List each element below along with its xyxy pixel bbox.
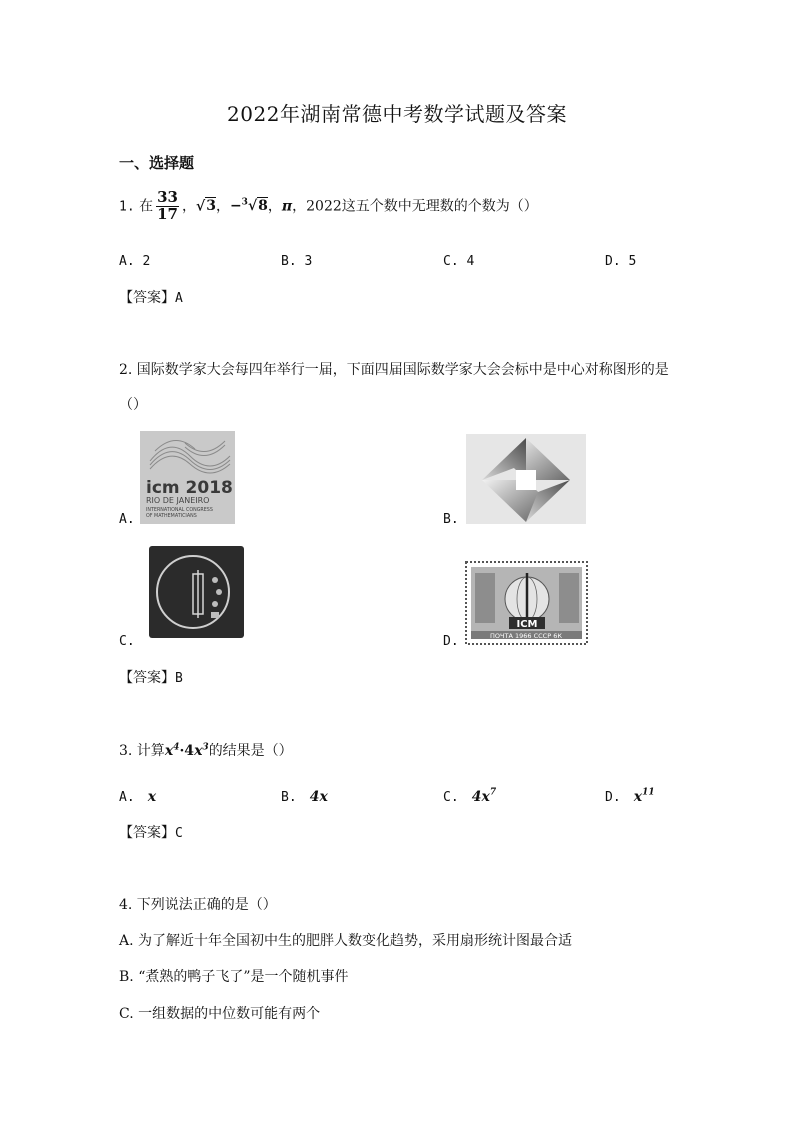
icm-1966-stamp (465, 561, 588, 645)
q3-option-a (119, 786, 156, 805)
page-title: 2022年湖南常德中考数学试题及答案 (227, 102, 567, 126)
q1-cbrt8: −$^3$√8 (229, 197, 268, 215)
q3-answer (119, 822, 183, 842)
q1-fraction-numerator: 33 (157, 188, 178, 206)
question-1 (119, 190, 538, 223)
icm-2018-logo-line2: OF MATHEMATICIANS (146, 514, 197, 519)
icm-2018-logo-text: icm 2018 (146, 478, 233, 498)
q3-expr-base1: x (164, 743, 174, 759)
q2-option-c-image (149, 546, 244, 638)
crescent-emblem-logo (149, 546, 244, 638)
q4-stem: 4. 下列说法正确的是（） (119, 897, 277, 913)
q3-answer-value: C (175, 826, 183, 841)
q3-expr-exp2: 3 (202, 742, 209, 753)
q2-answer-value: B (175, 671, 183, 686)
icm-2018-logo-line1: INTERNATIONAL CONGRESS (146, 508, 213, 513)
q2-stem-line1: 2. 国际数学家大会每四年举行一届，下面四届国际数学家大会会标中是中心对称图形的是 (119, 362, 669, 378)
q3-option-d-label: D. (605, 790, 621, 805)
q2-option-b-label: B. (443, 512, 459, 527)
q3-expr-base2: x (194, 743, 203, 759)
q1-pi: π (281, 198, 293, 215)
q1-fraction-denominator: 17 (157, 204, 178, 223)
q3-option-d (605, 786, 655, 805)
q1-neg-sign: − (229, 198, 242, 215)
q1-sep2: ， (215, 198, 230, 215)
q3-option-d-exp: 11 (642, 787, 655, 798)
q3-expr-op: ·4 (179, 743, 195, 759)
q2-option-a-label: A. (119, 512, 135, 527)
q4-option-c: C. 一组数据的中位数可能有两个 (119, 1006, 321, 1022)
q1-answer (119, 287, 183, 307)
q2-option-c-label: C. (119, 634, 135, 649)
icm-1966-stamp-icm: ICM (516, 619, 538, 630)
q2-option-a-image (140, 431, 235, 524)
q1-sqrt3: √3 (195, 198, 216, 215)
q1-fraction (156, 190, 179, 223)
q3-option-a-label: A. (119, 790, 135, 805)
q1-option-c: C. 4 (443, 254, 475, 269)
q3-prefix: 3. 计算 (119, 743, 165, 759)
q1-option-a: A. 2 (119, 254, 151, 269)
q1-number: 1. (119, 199, 135, 215)
q3-option-a-value: x (147, 789, 157, 805)
q1-sqrt3-radicand: 3 (206, 198, 216, 215)
q1-sep1: ， (181, 198, 196, 215)
q3-option-b (281, 786, 328, 805)
q2-stem-line2: （） (119, 397, 147, 413)
question-3 (119, 740, 293, 760)
q3-option-c-value: 4x (471, 789, 490, 805)
q3-suffix: 的结果是（） (208, 743, 293, 759)
q2-option-b-image (466, 434, 586, 524)
q2-answer (119, 667, 183, 687)
pinwheel-diamond-logo (466, 434, 586, 524)
icm-2018-logo (140, 431, 235, 524)
q3-option-c-exp: 7 (489, 787, 497, 798)
q3-option-b-value: 4x (309, 789, 328, 805)
q1-answer-value: A (175, 291, 183, 306)
q2-option-d-label: D. (443, 634, 459, 649)
icm-2018-logo-city: RIO DE JANEIRO (146, 496, 210, 505)
q2-option-d-image (465, 561, 588, 645)
q3-expr-exp1: 4 (173, 742, 180, 753)
q3-answer-label: 【答案】 (119, 825, 175, 841)
q4-option-a: A. 为了解近十年全国初中生的肥胖人数变化趋势，采用扇形统计图最合适 (119, 933, 573, 949)
q1-cbrt-index: 3 (241, 197, 248, 208)
q3-option-c (443, 786, 496, 805)
q1-suffix: ，2022这五个数中无理数的个数为（） (292, 198, 538, 215)
q1-prefix: 在 (139, 198, 154, 215)
q2-answer-label: 【答案】 (119, 670, 175, 686)
q3-option-d-value: x (633, 789, 643, 805)
q4-option-b: B. “煮熟的鸭子飞了”是一个随机事件 (119, 969, 349, 985)
q1-sep3: ， (267, 198, 282, 215)
q1-answer-label: 【答案】 (119, 290, 175, 306)
section-heading: 一、选择题 (119, 154, 195, 172)
q3-option-c-label: C. (443, 790, 459, 805)
q1-option-b: B. 3 (281, 254, 313, 269)
q1-option-d: D. 5 (605, 254, 637, 269)
icm-1966-stamp-bottom: ПОЧТА 1966 СССР 6К (490, 632, 562, 640)
q3-option-b-label: B. (281, 790, 297, 805)
q1-cbrt-radicand: 8 (258, 198, 268, 215)
